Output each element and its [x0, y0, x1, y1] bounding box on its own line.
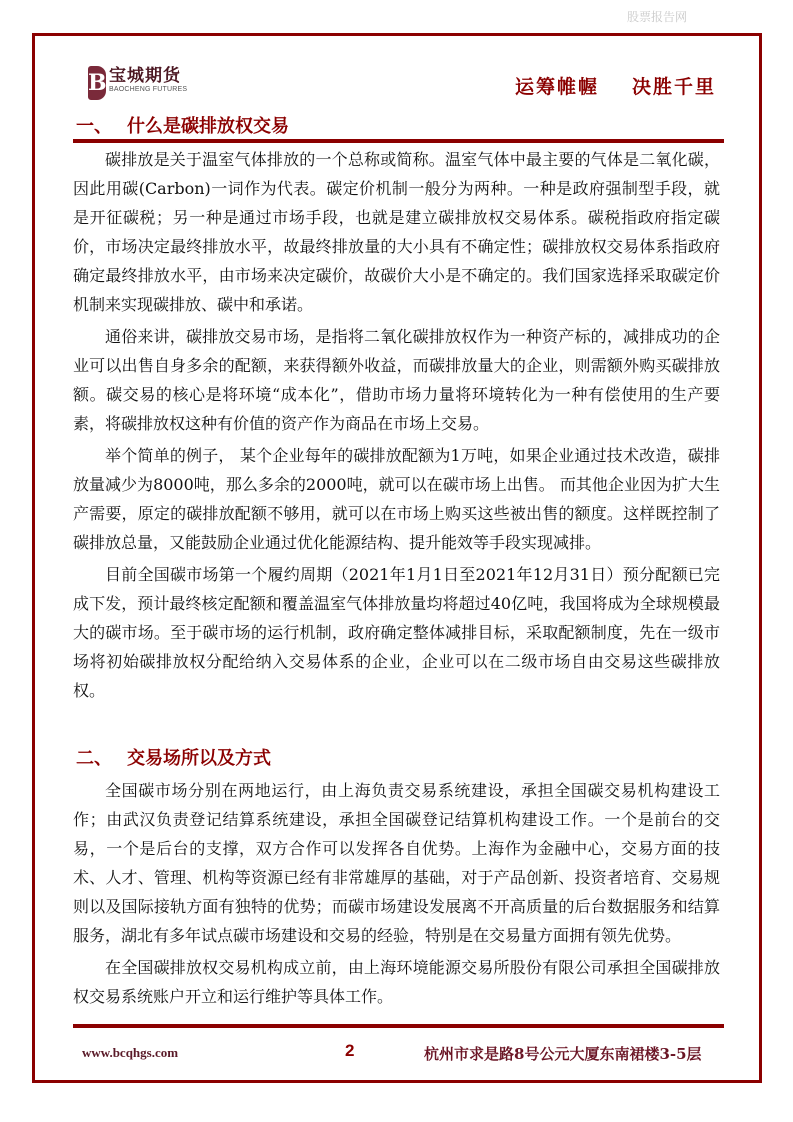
logo-cn: 宝城期货	[109, 66, 181, 86]
paragraph: 举个简单的例子， 某个企业每年的碳排放配额为1万吨，如果企业通过技术改造，碳排放量减少为8000吨，那么多余的2000吨，就可以在碳市场上出售。 而其他企业因为扩大生产需要，原定的碳排放配额不够用，就可以在市场上购买这些被出售的额度。这样既控制了碳排放总量，又能鼓励企业通过优化能源结构、提升能效等手段实现减排。	[73, 446, 720, 552]
footer-url[interactable]: www.bcqhgs.com	[82, 1045, 179, 1060]
section-heading-1: 一、 什么是碳排放权交易	[76, 116, 289, 137]
paragraph: 在全国碳排放权交易机构成立前，由上海环境能源交易所股份有限公司承担全国碳排放权交易系统账户开立和运行维护等具体工作。	[73, 958, 720, 1006]
logo-en: BAOCHENG FUTURES	[109, 86, 188, 93]
footer-divider	[73, 1024, 724, 1028]
footer-address: 杭州市求是路8号公元大厦东南裙楼3-5层	[424, 1045, 702, 1063]
paragraph: 通俗来讲，碳排放交易市场，是指将二氧化碳排放权作为一种资产标的，减排成功的企业可以出售自身多余的配额，来获得额外收益，而碳排放量大的企业，则需额外购买碳排放额。碳交易的核心是将环境“成本化”，借助市场力量将环境转化为一种有偿使用的生产要素，将碳排放权这种有价值的资产作为商品在市场上交易。	[73, 327, 720, 433]
paragraph: 碳排放是关于温室气体排放的一个总称或简称。温室气体中最主要的气体是二氧化碳，因此用碳(Carbon)一词作为代表。碳定价机制一般分为两种。一种是政府强制型手段，就是开征碳税；另一种是通过市场手段，也就是建立碳排放权交易体系。碳税指政府指定碳价，市场决定最终排放水平，故最终排放量的大小具有不确定性；碳排放权交易体系指政府确定最终排放水平，由市场来决定碳价，故碳价大小是不确定的。我们国家选择采取碳定价机制来实现碳排放、碳中和承诺。	[73, 150, 720, 314]
company-logo	[88, 66, 187, 100]
page-number: 2	[345, 1041, 355, 1060]
paragraph: 目前全国碳市场第一个履约周期（2021年1月1日至2021年12月31日）预分配额已完成下发，预计最终核定配额和覆盖温室气体排放量均将超过40亿吨，我国将成为全球规模最大的碳市场。至于碳市场的运行机制，政府确定整体减排目标，采取配额制度，先在一级市场将初始碳排放权分配给纳入交易体系的企业，企业可以在二级市场自由交易这些碳排放权。	[73, 565, 720, 700]
logo-mark-icon: B	[88, 66, 106, 100]
paragraph: 全国碳市场分别在两地运行，由上海负责交易系统建设，承担全国碳交易机构建设工作；由武汉负责登记结算系统建设，承担全国碳登记结算机构建设工作。一个是前台的交易，一个是后台的支撑，双方合作可以发挥各自优势。上海作为金融中心，交易方面的技术、人才、管理、机构等资源已经有非常雄厚的基础，对于产品创新、投资者培育、交易规则以及国际接轨方面有独特的优势；而碳市场建设发展离不开高质量的后台数据服务和结算服务，湖北有多年试点碳市场建设和交易的经验，特别是在交易量方面拥有领先优势。	[73, 781, 720, 945]
section-heading-2: 二、 交易场所以及方式	[76, 748, 271, 769]
slogan-1: 运筹帷幄	[515, 76, 600, 98]
header-divider	[73, 139, 724, 143]
watermark: 股票报告网	[627, 10, 688, 24]
slogan-2: 决胜千里	[632, 76, 717, 98]
section-1-body	[73, 145, 720, 708]
section-2-body	[73, 776, 720, 1014]
